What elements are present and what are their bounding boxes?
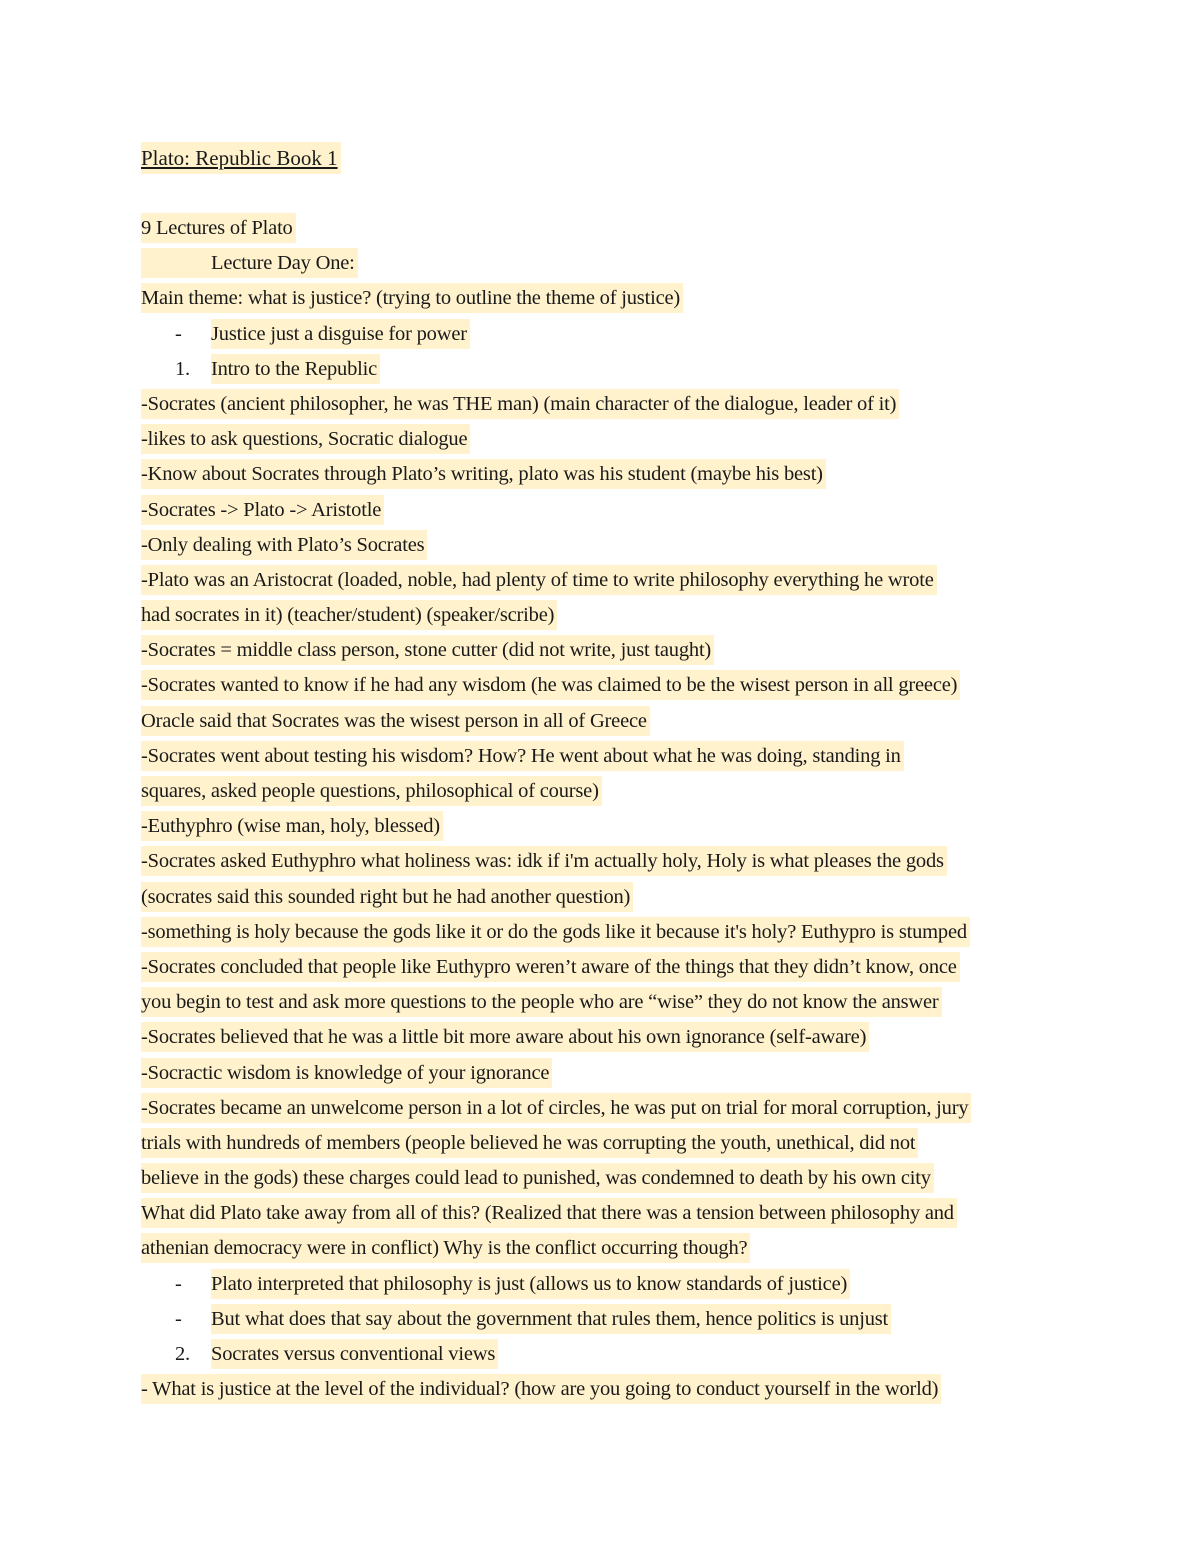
note-text: Oracle said that Socrates was the wisest person in all of Greece [141, 706, 650, 736]
note-line [141, 387, 1071, 422]
bullet-item [141, 1302, 1071, 1337]
note-text: -Euthyphro (wise man, holy, blessed) [141, 811, 443, 841]
note-line [141, 493, 1071, 528]
number-marker: 1. [175, 357, 190, 380]
note-text: squares, asked people questions, philosophical of course) [141, 776, 602, 806]
note-line [141, 1372, 1071, 1407]
note-line [141, 1126, 1071, 1161]
note-line [141, 528, 1071, 563]
note-text: -Socrates wanted to know if he had any wisdom (he was claimed to be the wisest person in all greece) [141, 670, 960, 700]
title-line [141, 140, 1071, 176]
note-text: -Socrates -> Plato -> Aristotle [141, 495, 384, 525]
bullet-text: But what does that say about the government that rules them, hence politics is unjust [211, 1304, 891, 1334]
note-line [141, 1056, 1071, 1091]
note-text: you begin to test and ask more questions to the people who are “wise” they do not know the answer [141, 987, 942, 1017]
lecture-heading: Lecture Day One: [211, 248, 358, 278]
note-line [141, 1196, 1071, 1231]
dash-bullet: - [175, 322, 182, 345]
note-text: (socrates said this sounded right but he had another question) [141, 882, 633, 912]
dash-bullet: - [175, 1272, 182, 1295]
note-line [141, 563, 1071, 598]
note-line [141, 422, 1071, 457]
main-theme: Main theme: what is justice? (trying to outline the theme of justice) [141, 283, 683, 313]
bullet-text: Plato interpreted that philosophy is just (allows us to know standards of justice) [211, 1269, 850, 1299]
note-line [141, 880, 1071, 915]
lecture-series: 9 Lectures of Plato [141, 213, 296, 243]
lecture-heading-line [141, 246, 1071, 281]
series-line [141, 211, 1071, 246]
note-text: -Socrates went about testing his wisdom? How? He went about what he was doing, standing in [141, 741, 904, 771]
note-text: What did Plato take away from all of this? (Realized that there was a tension between philosophy and [141, 1198, 957, 1228]
note-text: -Know about Socrates through Plato’s writing, plato was his student (maybe his best) [141, 459, 826, 489]
note-line [141, 1231, 1071, 1266]
note-text: -Only dealing with Plato’s Socrates [141, 530, 427, 560]
note-line [141, 950, 1071, 985]
bullet-text: Justice just a disguise for power [211, 319, 470, 349]
spacer [141, 176, 1071, 211]
note-text: -Socrates became an unwelcome person in a lot of circles, he was put on trial for moral corruption, jury [141, 1093, 971, 1123]
note-line [141, 985, 1071, 1020]
note-line [141, 809, 1071, 844]
note-line [141, 1161, 1071, 1196]
note-text: athenian democracy were in conflict) Why is the conflict occurring though? [141, 1233, 750, 1263]
note-line [141, 774, 1071, 809]
note-line [141, 739, 1071, 774]
note-text: -Socrates (ancient philosopher, he was THE man) (main character of the dialogue, leader of it) [141, 389, 899, 419]
note-line [141, 598, 1071, 633]
note-text: -Socractic wisdom is knowledge of your ignorance [141, 1058, 552, 1088]
numbered-item-2 [141, 1337, 1071, 1372]
note-line [141, 1020, 1071, 1055]
note-line [141, 1091, 1071, 1126]
number-marker: 2. [175, 1343, 190, 1365]
numbered-item-1 [141, 352, 1071, 387]
note-text: believe in the gods) these charges could lead to punished, was condemned to death by his own city [141, 1163, 934, 1193]
note-line [141, 915, 1071, 950]
note-text: -Socrates = middle class person, stone cutter (did not write, just taught) [141, 635, 714, 665]
document-title: Plato: Republic Book 1 [141, 142, 341, 174]
bullet-item [141, 1267, 1071, 1302]
note-line [141, 633, 1071, 668]
note-text: -Socrates asked Euthyphro what holiness was: idk if i'm actually holy, Holy is what pleases the gods [141, 846, 947, 876]
main-theme-line [141, 281, 1071, 316]
note-line [141, 704, 1071, 739]
note-text: -Plato was an Aristocrat (loaded, noble, had plenty of time to write philosophy everything he wrote [141, 565, 937, 595]
note-text: -likes to ask questions, Socratic dialogue [141, 424, 470, 454]
document-page [141, 140, 1071, 1407]
section-heading: Socrates versus conventional views [211, 1339, 498, 1369]
bullet-item [141, 317, 1071, 352]
note-text: -Socrates believed that he was a little bit more aware about his own ignorance (self-aware) [141, 1022, 869, 1052]
note-text: -something is holy because the gods like it or do the gods like it because it's holy? Euthypro is stumped [141, 917, 970, 947]
note-line [141, 457, 1071, 492]
dash-bullet: - [175, 1307, 182, 1330]
note-text: had socrates in it) (teacher/student) (speaker/scribe) [141, 600, 557, 630]
note-text: - What is justice at the level of the individual? (how are you going to conduct yourself in the world) [141, 1374, 941, 1404]
note-text: -Socrates concluded that people like Euthypro weren’t aware of the things that they didn’t know, once [141, 952, 960, 982]
section-heading: Intro to the Republic [211, 354, 380, 384]
note-line [141, 668, 1071, 703]
note-line [141, 844, 1071, 879]
note-text: trials with hundreds of members (people believed he was corrupting the youth, unethical, did not [141, 1128, 918, 1158]
